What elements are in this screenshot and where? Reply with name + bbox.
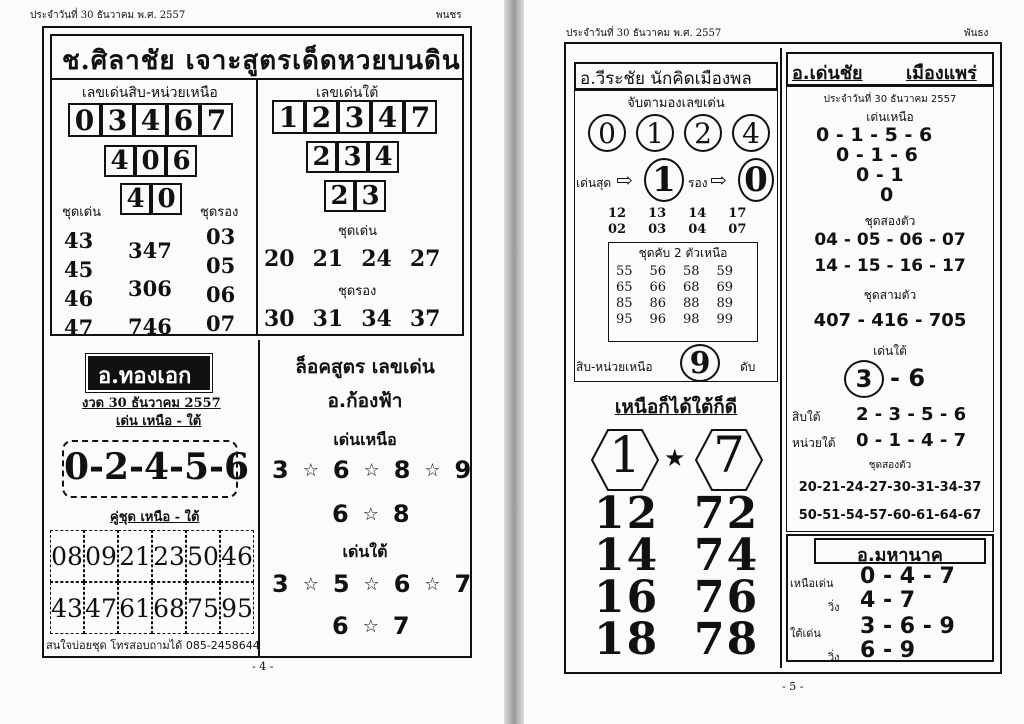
phae-two-row: 04 - 05 - 06 - 07 bbox=[814, 230, 966, 250]
set-value: 47 bbox=[64, 315, 94, 340]
silachai-title-box bbox=[50, 34, 464, 80]
kongfa-digit: 7 bbox=[392, 612, 410, 640]
grid-number: 86 bbox=[649, 296, 667, 311]
north-row-3 bbox=[120, 183, 182, 215]
phae-north-row: 0 - 1 - 5 - 6 bbox=[816, 124, 933, 146]
right-page bbox=[524, 0, 1024, 724]
arrow-right-icon: ⇨ bbox=[616, 168, 633, 192]
nueaki-num: 18 bbox=[594, 614, 660, 665]
phae-three-row: 407 - 416 - 705 bbox=[813, 310, 967, 331]
star-icon: ☆ bbox=[362, 503, 379, 525]
wirachai-circle: 2 bbox=[684, 114, 722, 152]
south-digit: 2 bbox=[305, 100, 338, 134]
pair-value: 13 bbox=[648, 206, 667, 221]
star-icon: ☆ bbox=[302, 459, 319, 481]
wirachai-title-box bbox=[574, 62, 778, 90]
set-value: 03 bbox=[206, 224, 236, 249]
grid-number: 23 bbox=[152, 530, 186, 582]
mahanak-title-box bbox=[814, 538, 986, 564]
mahanak-run-label: วิ่ง bbox=[828, 651, 840, 664]
wirachai-circle: 4 bbox=[732, 114, 770, 152]
phae-three-label: ชุดสามตัว bbox=[863, 288, 917, 302]
left-header: ประจำวันที่ 30 ธันวาคม พ.ศ. 2557 bbox=[30, 10, 186, 21]
wirachai-title: อ.วีระชัย นักคิดเมืองพล bbox=[580, 69, 752, 89]
phae-units: 0 - 1 - 4 - 7 bbox=[856, 430, 967, 451]
nueaki-title: เหนือก็ได้ใต้ก็ดี bbox=[614, 396, 738, 418]
north-row-1 bbox=[68, 103, 233, 137]
right-page-number: - 5 - bbox=[782, 680, 804, 693]
wirachai-best-label: เด่นสุด bbox=[576, 176, 612, 190]
north-digit: 0 bbox=[68, 103, 101, 137]
grid-number: 89 bbox=[716, 296, 734, 311]
pair-value: 14 bbox=[688, 206, 707, 221]
south-digit: 2 bbox=[306, 141, 337, 173]
wirachai-sub: จับตามองเลขเด่น bbox=[627, 96, 725, 111]
phae-pairs-row: 20-21-24-27-30-31-34-37 bbox=[798, 480, 982, 495]
north-col-mid bbox=[128, 232, 172, 346]
south-row-2 bbox=[306, 141, 399, 173]
right-header: ประจำวันที่ 30 ธันวาคม พ.ศ. 2557 bbox=[566, 28, 722, 39]
north-digit: 4 bbox=[104, 145, 135, 177]
grid-number: 56 bbox=[649, 264, 667, 279]
grid-number: 68 bbox=[152, 582, 186, 634]
grid-number: 46 bbox=[220, 530, 254, 582]
thongek-pair-label: คู่ชุด เหนือ - ใต้ bbox=[110, 510, 200, 525]
kongfa-digit: 3 bbox=[272, 456, 289, 484]
set-value: 20 bbox=[264, 246, 295, 272]
kongfa-south-label: เด่นใต้ bbox=[342, 542, 388, 561]
grid-number: 47 bbox=[84, 582, 118, 634]
grid-number: 95 bbox=[220, 582, 254, 634]
wirachai-unit: 9 bbox=[680, 344, 720, 382]
south-main-row bbox=[264, 246, 441, 272]
grid-number: 55 bbox=[616, 264, 633, 279]
set-value: 27 bbox=[409, 246, 441, 272]
phae-pairs-row: 50-51-54-57-60-61-64-67 bbox=[798, 508, 982, 523]
wirachai-second-label: รอง bbox=[688, 176, 708, 190]
nueaki-num: 74 bbox=[694, 530, 760, 581]
grid-number: 09 bbox=[84, 530, 118, 582]
south-sub-row bbox=[264, 306, 441, 332]
south-digit: 3 bbox=[338, 100, 371, 134]
mahanak-run: 6 - 9 bbox=[860, 638, 916, 663]
wirachai-unit-suffix: ดับ bbox=[740, 360, 756, 374]
grid-number: 85 bbox=[616, 296, 633, 311]
kongfa-north-label: เด่นเหนือ bbox=[333, 430, 397, 449]
set-value: 347 bbox=[128, 238, 172, 263]
nueaki-num: 12 bbox=[594, 488, 660, 539]
phae-south-rest: - 6 bbox=[890, 364, 926, 392]
north-row-2 bbox=[104, 145, 197, 177]
phae-title-right: เมืองแพร่ bbox=[906, 63, 977, 84]
north-digit: 6 bbox=[167, 103, 200, 137]
kongfa-digit: 8 bbox=[392, 500, 410, 528]
grid-number: 99 bbox=[716, 312, 734, 327]
kongfa-digit: 6 bbox=[332, 500, 349, 528]
phae-title-box bbox=[786, 52, 994, 86]
set-value: 05 bbox=[206, 253, 236, 278]
grid-number: 66 bbox=[649, 280, 667, 295]
right-divider bbox=[780, 48, 782, 668]
set-value: 46 bbox=[64, 286, 94, 311]
set-main-label: ชุดเด่น bbox=[62, 205, 102, 220]
pair-value: 04 bbox=[688, 222, 707, 237]
mahanak-title: อ.มหานาค bbox=[857, 545, 943, 566]
kongfa-title-1: ล็อคสูตร เลขเด่น bbox=[295, 356, 435, 378]
south-digit: 7 bbox=[404, 100, 437, 134]
north-col-left bbox=[64, 226, 93, 342]
south-digit: 3 bbox=[355, 180, 386, 212]
nueaki-hex-right: 7 bbox=[713, 426, 745, 484]
star-icon: ☆ bbox=[363, 459, 380, 481]
phae-north-label: เด่นเหนือ bbox=[866, 110, 914, 124]
south-digit: 3 bbox=[337, 141, 368, 173]
thongek-main: 0-2-4-5-6 bbox=[64, 446, 250, 488]
north-digit: 7 bbox=[200, 103, 233, 137]
phae-tens-label: สิบใต้ bbox=[792, 410, 821, 424]
kongfa-title-2: อ.ก้องฟ้า bbox=[327, 390, 403, 412]
phae-north-row: 0 - 1 - 6 bbox=[836, 144, 918, 166]
north-digit: 0 bbox=[135, 145, 166, 177]
wirachai-circle: 0 bbox=[588, 114, 626, 152]
grid-number: 75 bbox=[186, 582, 220, 634]
south-digit: 1 bbox=[272, 100, 305, 134]
pair-value: 07 bbox=[728, 222, 747, 237]
north-digit: 0 bbox=[151, 183, 182, 215]
thongek-badge bbox=[88, 356, 210, 390]
pair-value: 12 bbox=[608, 206, 627, 221]
thongek-grid bbox=[50, 530, 254, 634]
star-icon: ☆ bbox=[424, 459, 441, 481]
south-main-label: ชุดเด่น bbox=[338, 224, 378, 239]
south-sub-label: ชุดรอง bbox=[338, 284, 377, 299]
set-value: 34 bbox=[361, 306, 392, 332]
kongfa-digit: 7 bbox=[454, 570, 472, 598]
north-col-right bbox=[206, 222, 235, 338]
south-label: เลขเด่นใต้ bbox=[316, 85, 379, 101]
kongfa-digit: 9 bbox=[454, 456, 472, 484]
mahanak-south: 3 - 6 - 9 bbox=[860, 614, 955, 639]
nueaki-hex-left: 1 bbox=[609, 426, 641, 484]
wirachai-grid bbox=[616, 264, 750, 327]
star-icon: ★ bbox=[664, 444, 686, 472]
right-header-right: พันธง bbox=[964, 28, 989, 39]
book-gutter bbox=[504, 0, 524, 724]
kongfa-north-row-1 bbox=[272, 456, 471, 484]
phae-title-left: อ.เด่นชัย bbox=[792, 63, 863, 84]
nueaki-num: 72 bbox=[694, 488, 760, 539]
kongfa-digit: 5 bbox=[332, 570, 350, 598]
phae-north-row: 0 - 1 bbox=[856, 164, 904, 186]
phae-south-label: เด่นใต้ bbox=[873, 344, 907, 358]
south-row-3 bbox=[324, 180, 386, 212]
north-digit: 4 bbox=[134, 103, 167, 137]
phae-date: ประจำวันที่ 30 ธันวาคม 2557 bbox=[823, 94, 957, 105]
kongfa-digit: 6 bbox=[332, 612, 349, 640]
grid-number: 88 bbox=[683, 296, 700, 311]
lower-divider bbox=[258, 340, 260, 656]
set-value: 45 bbox=[64, 257, 94, 282]
star-icon: ☆ bbox=[363, 573, 380, 595]
left-page bbox=[0, 0, 504, 724]
north-digit: 4 bbox=[120, 183, 151, 215]
nueaki-num: 14 bbox=[594, 530, 660, 581]
kongfa-digit: 6 bbox=[393, 570, 411, 598]
phae-two-row: 14 - 15 - 16 - 17 bbox=[814, 256, 966, 276]
silachai-divider bbox=[256, 80, 258, 336]
wirachai-pairs-row-1 bbox=[608, 206, 746, 221]
grid-number: 69 bbox=[716, 280, 734, 295]
grid-number: 21 bbox=[118, 530, 152, 582]
nueaki-num: 76 bbox=[694, 572, 760, 623]
star-icon: ☆ bbox=[362, 615, 379, 637]
set-value: 30 bbox=[264, 306, 295, 332]
phae-units-label: หน่วยใต้ bbox=[792, 436, 836, 450]
grid-number: 59 bbox=[716, 264, 734, 279]
kongfa-north-row-2 bbox=[332, 500, 410, 528]
set-value: 746 bbox=[128, 314, 172, 339]
set-value: 31 bbox=[312, 306, 344, 332]
set-sub-label: ชุดรอง bbox=[200, 205, 239, 220]
star-icon: ☆ bbox=[424, 573, 441, 595]
grid-number: 96 bbox=[649, 312, 667, 327]
north-label: เลขเด่นสิบ-หน่วยเหนือ bbox=[82, 85, 218, 101]
phae-north-row: 0 bbox=[880, 184, 894, 206]
mahanak-run: 4 - 7 bbox=[860, 588, 916, 613]
wirachai-circle: 1 bbox=[636, 114, 674, 152]
thongek-name: อ.ทองเอก bbox=[98, 363, 192, 389]
wirachai-unit-label: สิบ-หน่วยเหนือ bbox=[576, 360, 653, 374]
south-digit: 2 bbox=[324, 180, 355, 212]
mahanak-north: 0 - 4 - 7 bbox=[860, 564, 955, 589]
thongek-footer: สนใจบ่อยชุด โทรสอบถามได้ 085-2458644 bbox=[46, 639, 260, 652]
north-digit: 6 bbox=[166, 145, 197, 177]
silachai-title: ช.ศิลาชัย เจาะสูตรเด็ดหวยบนดิน bbox=[62, 46, 461, 76]
kongfa-digit: 3 bbox=[272, 570, 289, 598]
phae-south-circle: 3 bbox=[844, 360, 884, 398]
set-value: 21 bbox=[312, 246, 344, 272]
kongfa-south-row-2 bbox=[332, 612, 410, 640]
thongek-main-box bbox=[62, 440, 250, 498]
mahanak-run-label: วิ่ง bbox=[828, 601, 840, 614]
left-page-number: - 4 - bbox=[252, 660, 274, 673]
south-row-1 bbox=[272, 100, 437, 134]
set-value: 24 bbox=[361, 246, 392, 272]
grid-number: 98 bbox=[683, 312, 700, 327]
thongek-round: งวด 30 ธันวาคม 2557 bbox=[82, 396, 221, 411]
set-value: 06 bbox=[206, 282, 236, 307]
grid-number: 95 bbox=[616, 312, 633, 327]
phae-two-label: ชุดสองตัว bbox=[864, 214, 916, 228]
thongek-sub: เด่น เหนือ - ใต้ bbox=[116, 414, 202, 429]
wirachai-grid-label: ชุดคับ 2 ตัวเหนือ bbox=[638, 246, 728, 260]
arrow-right-icon: ⇨ bbox=[710, 168, 727, 192]
grid-number: 50 bbox=[186, 530, 220, 582]
pair-value: 03 bbox=[648, 222, 667, 237]
grid-number: 08 bbox=[50, 530, 84, 582]
grid-number: 58 bbox=[683, 264, 700, 279]
south-digit: 4 bbox=[368, 141, 399, 173]
pair-value: 02 bbox=[608, 222, 627, 237]
nueaki-num: 78 bbox=[694, 614, 760, 665]
grid-number: 68 bbox=[683, 280, 700, 295]
wirachai-pairs-row-2 bbox=[608, 222, 746, 237]
left-header-right: พนชร bbox=[436, 10, 462, 21]
kongfa-south-row-1 bbox=[272, 570, 471, 598]
grid-number: 43 bbox=[50, 582, 84, 634]
phae-pairs-label: ชุดสองตัว bbox=[868, 460, 912, 471]
wirachai-second: 0 bbox=[738, 158, 774, 202]
wirachai-best: 1 bbox=[644, 158, 684, 202]
pair-value: 17 bbox=[728, 206, 747, 221]
north-digit: 3 bbox=[101, 103, 134, 137]
nueaki-num: 16 bbox=[594, 572, 660, 623]
set-value: 306 bbox=[128, 276, 172, 301]
set-value: 37 bbox=[409, 306, 441, 332]
star-icon: ☆ bbox=[302, 573, 319, 595]
set-value: 43 bbox=[64, 228, 94, 253]
south-digit: 4 bbox=[371, 100, 404, 134]
set-value: 07 bbox=[206, 311, 236, 336]
grid-number: 61 bbox=[118, 582, 152, 634]
grid-number: 65 bbox=[616, 280, 633, 295]
phae-tens: 2 - 3 - 5 - 6 bbox=[856, 404, 967, 425]
mahanak-north-label: เหนือเด่น bbox=[790, 577, 834, 590]
mahanak-south-label: ใต้เด่น bbox=[790, 627, 821, 640]
kongfa-digit: 8 bbox=[393, 456, 411, 484]
kongfa-digit: 6 bbox=[332, 456, 350, 484]
